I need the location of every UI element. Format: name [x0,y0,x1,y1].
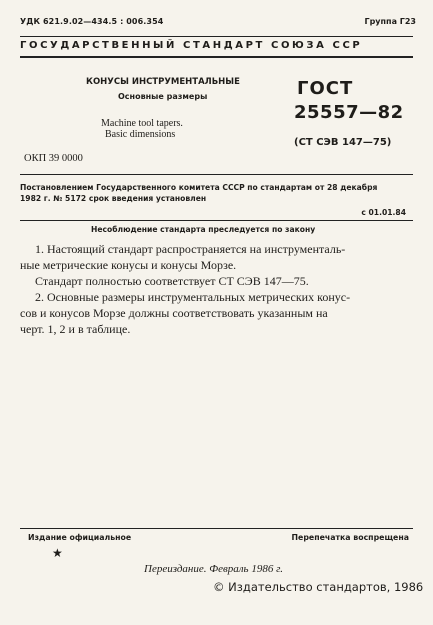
banner-rule-bottom [20,56,413,58]
gost-number: 25557—82 [294,102,404,123]
udk-code: УДК 621.9.02—434.5 : 006.354 [20,17,164,26]
copyright-notice: © Издательство стандартов, 1986 [213,580,424,594]
footer-rule [20,528,413,529]
decree-line-1: Постановлением Государственного комитета СССР по стандартам от 28 декабря [20,183,378,192]
english-title: Machine tool tapers. [101,118,183,129]
document-title: КОНУСЫ ИНСТРУМЕНТАЛЬНЫЕ [86,77,240,87]
gost-label: ГОСТ [297,78,354,99]
official-edition: Издание официальное [28,533,132,542]
document-subtitle: Основные размеры [118,92,208,101]
reprint-prohibited: Перепечатка воспрещена [291,533,409,542]
st-sev-reference: (СТ СЭВ 147—75) [294,137,392,148]
paragraph-1-line-2: ные метрические конусы и конусы Морзе. [20,258,237,272]
effective-date-rule [20,220,413,221]
banner-rule-top [20,36,413,37]
paragraph-1-line-1: 1. Настоящий стандарт распространяется на инструменталь- [35,242,346,256]
paragraph-1-line-3: Стандарт полностью соответствует СТ СЭВ 147—75. [35,274,309,288]
star-icon: ★ [52,546,63,560]
english-subtitle: Basic dimensions [105,129,176,140]
effective-date: с 01.01.84 [361,208,406,217]
okp-code: ОКП 39 0000 [24,153,83,164]
state-standard-banner: ГОСУДАРСТВЕННЫЙ СТАНДАРТ СОЮЗА ССР [20,40,363,51]
reissue-note: Переиздание. Февраль 1986 г. [144,563,283,575]
compliance-warning: Несоблюдение стандарта преследуется по закону [91,225,316,234]
paragraph-2-line-1: 2. Основные размеры инструментальных метрических конус- [35,290,351,304]
paragraph-2-line-2: сов и конусов Морзе должны соответствовать указанным на [20,306,328,320]
group-code: Группа Г23 [364,17,416,26]
paragraph-2-line-3: черт. 1, 2 и в таблице. [20,322,131,336]
decree-line-2: 1982 г. № 5172 срок введения установлен [20,194,207,203]
section-rule [20,174,413,175]
